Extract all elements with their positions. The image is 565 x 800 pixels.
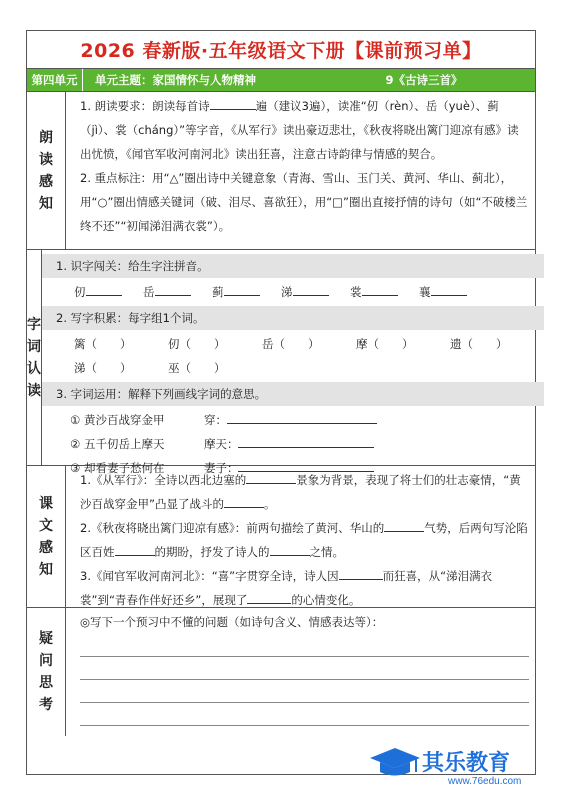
page-title: 2026 春新版·五年级语文下册【课前预习单】 (27, 31, 535, 69)
define-sentence: 黄沙百战穿金甲 (83, 413, 165, 427)
think-prompt: ◎写下一个预习中不懂的问题（如诗句含义、情感表达等）： (80, 615, 384, 629)
read-req-text: 1. 朗读要求：朗读每首诗 (80, 99, 210, 113)
pinyin-row (42, 280, 544, 304)
fill-blank[interactable] (238, 434, 374, 448)
question-3: 3.《闻官军收河南河北》：“喜”字贯穿全诗，诗人因 而狂喜，从“涕泪满衣裳”到“青春作伴好还乡”，展现了 的心情变化。 (66, 564, 529, 612)
answer-line[interactable] (80, 657, 529, 680)
label-char: 词 (27, 338, 41, 355)
word-item[interactable]: 巫（ ） (168, 361, 226, 375)
read-requirement (66, 94, 529, 166)
fill-blank[interactable] (86, 282, 122, 296)
word-item[interactable]: 仞（ ） (168, 337, 226, 351)
define-key: 摩天： (203, 437, 239, 451)
define-key: 妻子： (203, 461, 239, 475)
fill-blank[interactable] (155, 282, 191, 296)
word-item[interactable]: 摩（ ） (356, 337, 414, 351)
question-2: 2.《秋夜将晓出篱门迎凉有感》：前两句描绘了黄河、华山的 气势，后两句写沦陷区百姓 的期盼，抒发了诗人的 之情。 (66, 516, 529, 564)
fill-blank[interactable] (227, 410, 377, 424)
fill-blank[interactable] (431, 282, 467, 296)
label-char: 考 (39, 697, 53, 713)
brand-name: 其乐教育 (422, 751, 511, 776)
pinyin-item: 裳 (350, 280, 419, 304)
pinyin-heading: 1. 识字闯关：给生字注拼音。 (42, 254, 544, 278)
question-1: 1.《从军行》：全诗以西北边塞的 景象为背景，表现了将士们的壮志豪情，“黄沙百战穿金甲”凸显了战斗的 。 (66, 468, 529, 516)
label-char: 朗 (39, 129, 53, 146)
unit-bar (27, 69, 535, 92)
section-label-text (27, 466, 66, 607)
define-key: 穿： (203, 413, 227, 427)
label-char: 字 (27, 316, 41, 333)
define-item: ③ 却看妻子愁何在 妻子： (42, 456, 544, 480)
words-heading: 2. 写字积累：每字组1个词。 (42, 306, 544, 330)
word-item[interactable]: 岳（ ） (262, 337, 320, 351)
fill-blank[interactable] (224, 494, 264, 508)
fill-blank[interactable] (246, 470, 296, 484)
label-char: 感 (39, 173, 53, 190)
section-text (27, 466, 535, 608)
word-row-2 (42, 356, 544, 380)
answer-line[interactable] (80, 634, 529, 657)
brand-logo (368, 744, 548, 794)
pinyin-item: 仞 (74, 280, 143, 304)
label-char: 文 (39, 517, 53, 534)
fill-blank[interactable] (210, 96, 256, 110)
section-content-read (66, 92, 535, 249)
fill-blank[interactable] (224, 282, 260, 296)
read-req-text-2: 遍（建议3遍），读准“仞（rèn）、岳（yuè）、蓟（jì）、裳（cháng）”等字音，《从军行》读出豪迈悲壮，《秋夜将晓出篱门迎凉有感》读出忧愤，《闻官军收河南河北》读出狂喜，注意古诗韵律与情感的契合。 (80, 99, 519, 161)
section-words (27, 250, 535, 475)
label-char: 知 (39, 561, 53, 578)
fill-blank[interactable] (362, 282, 398, 296)
word-row-1 (42, 332, 544, 356)
label-char: 感 (39, 539, 53, 556)
mark-instructions: 2. 重点标注：用“△”圈出诗中关键意象（青海、雪山、玉门关、黄河、华山、蓟北），用“○”圈出情感关键词（破、泪尽、喜欲狂），用“□”圈出直接抒情的诗句（如“不破楼兰终不还”“初闻涕泪满衣裳”）。 (80, 171, 528, 233)
fill-blank[interactable] (293, 282, 329, 296)
fill-blank[interactable] (115, 542, 155, 556)
word-item[interactable]: 篱（ ） (74, 337, 132, 351)
define-sentence: 却看妻子愁何在 (83, 461, 165, 475)
label-char: 读 (27, 382, 41, 399)
label-char: 疑 (39, 631, 53, 647)
define-item: ① 黄沙百战穿金甲 穿： (42, 408, 544, 432)
section-content-think (66, 608, 535, 736)
fill-blank[interactable] (270, 542, 310, 556)
define-heading: 3. 字词运用：解释下列画线字词的意思。 (42, 382, 544, 406)
unit-theme: 单元主题：家国情怀与人物精神 (95, 73, 256, 87)
brand-url: www.76edu.com (448, 776, 522, 787)
label-char: 认 (27, 360, 41, 377)
fill-blank[interactable] (384, 518, 424, 532)
word-item[interactable]: 遗（ ） (450, 337, 508, 351)
section-content-words (42, 250, 548, 475)
lesson-title: 9《古诗三首》 (385, 73, 463, 87)
answer-line[interactable] (80, 680, 529, 703)
answer-line[interactable] (80, 703, 529, 726)
fill-blank[interactable] (339, 566, 383, 580)
label-char: 思 (39, 675, 53, 691)
label-char: 知 (39, 195, 53, 212)
pinyin-item: 涕 (281, 280, 350, 304)
pinyin-item: 襄 (419, 280, 488, 304)
unit-label: 第四单元 (27, 69, 83, 91)
worksheet (26, 30, 536, 775)
label-char: 问 (39, 653, 53, 669)
label-char: 课 (39, 495, 53, 512)
label-char: 读 (39, 151, 53, 168)
fill-blank[interactable] (247, 590, 291, 604)
section-think (27, 608, 535, 736)
section-label-think (27, 608, 66, 736)
section-label-words (27, 250, 42, 465)
pinyin-item: 蓟 (212, 280, 281, 304)
define-item: ② 五千仞岳上摩天 摩天： (42, 432, 544, 456)
define-sentence: 五千仞岳上摩天 (83, 437, 165, 451)
section-label-read (27, 92, 66, 249)
pinyin-item: 岳 (143, 280, 212, 304)
section-read (27, 92, 535, 250)
section-content-text (66, 466, 535, 607)
graduation-cap-icon (368, 746, 422, 780)
word-item[interactable]: 涕（ ） (74, 361, 132, 375)
